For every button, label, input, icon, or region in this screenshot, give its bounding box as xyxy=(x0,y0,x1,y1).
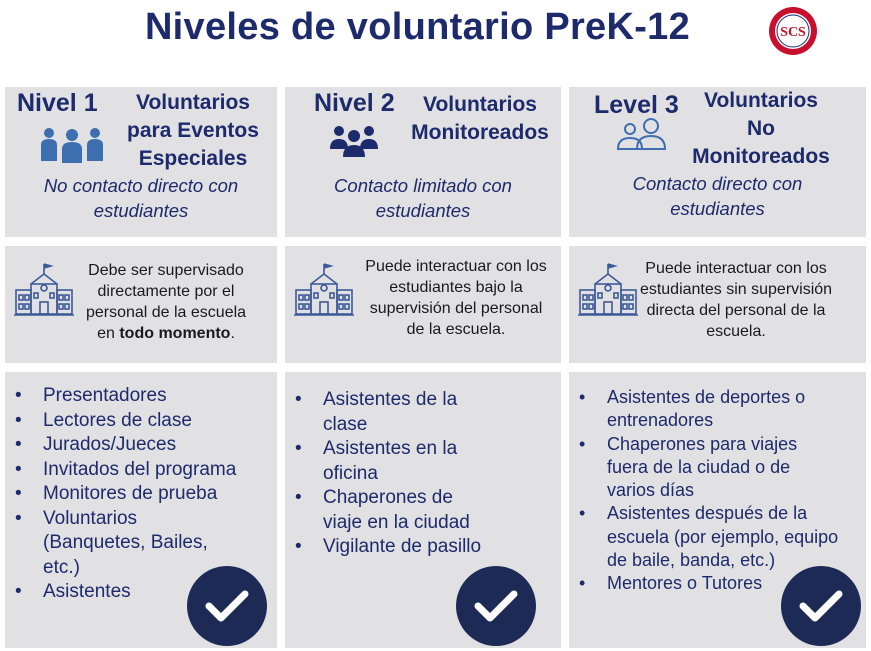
list-item: • Vigilante de pasillo xyxy=(295,535,485,560)
school-building-icon xyxy=(13,262,75,318)
checkmark-badge xyxy=(456,566,536,646)
school-building-icon xyxy=(577,262,639,318)
list-item: • Mentores o Tutores xyxy=(579,572,841,595)
level-1-header-panel xyxy=(5,87,277,237)
checkmark-icon xyxy=(474,589,518,623)
page-title: Niveles de voluntario PreK-12 xyxy=(144,6,691,48)
level-2-examples-list xyxy=(285,388,485,560)
logo-text: SCS xyxy=(780,25,806,40)
level-3-supervision-panel xyxy=(569,246,866,363)
list-item: • Monitores de prueba xyxy=(15,482,255,507)
people-icon xyxy=(329,123,379,157)
list-item: • Chaperones para viajes fuera de la ciudad o de varios días xyxy=(579,433,841,503)
level-1-label: Nivel 1 xyxy=(17,89,98,117)
level-2-contact: Contacto limitado con estudiantes xyxy=(334,175,512,221)
level-2-label: Nivel 2 xyxy=(314,89,395,117)
list-item: • Asistentes en la oficina xyxy=(295,437,485,486)
list-item: • Invitados del programa xyxy=(15,458,255,483)
scs-logo xyxy=(768,6,818,56)
level-1-supervision-panel xyxy=(5,246,277,363)
list-item: • Jurados/Jueces xyxy=(15,433,255,458)
list-item: • Asistentes de deportes o entrenadores xyxy=(579,386,841,433)
level-1-title: Voluntarios para Eventos Especiales xyxy=(127,91,259,170)
list-item: • Voluntarios (Banquetes, Bailes, etc.) xyxy=(15,507,221,581)
list-item: • Presentadores xyxy=(15,384,255,409)
school-building-icon xyxy=(293,262,355,318)
level-2-header-panel xyxy=(285,87,561,237)
level-2-description: Puede interactuar con los estudiantes bajo la supervisión del personal de la escuela. xyxy=(365,258,547,338)
list-item: • Chaperones de viaje en la ciudad xyxy=(295,486,485,535)
checkmark-badge xyxy=(187,566,267,646)
level-1-contact: No contacto directo con estudiantes xyxy=(43,175,239,221)
level-3-contact: Contacto directo con estudiantes xyxy=(632,173,803,219)
list-item: • Asistentes de la clase xyxy=(295,388,485,437)
level-3-header-panel xyxy=(569,87,866,237)
checkmark-icon xyxy=(205,589,249,623)
level-3-examples-list xyxy=(569,386,841,596)
checkmark-icon xyxy=(799,589,843,623)
level-1-examples-panel xyxy=(5,372,277,648)
level-3-title: Voluntarios No Monitoreados xyxy=(692,89,830,168)
level-3-label: Level 3 xyxy=(594,91,679,119)
list-item: • Asistentes después de la escuela (por ejemplo, equipo de baile, banda, etc.) xyxy=(579,502,841,572)
list-item: • Asistentes xyxy=(15,580,255,605)
people-group-icon xyxy=(39,125,105,163)
checkmark-badge xyxy=(781,566,861,646)
level-3-description: Puede interactuar con los estudiantes sin supervisión directa del personal de la escuela. xyxy=(639,260,833,340)
level-2-examples-panel xyxy=(285,372,561,648)
list-item: • Lectores de clase xyxy=(15,409,255,434)
level-3-examples-panel xyxy=(569,372,866,648)
level-1-description: Debe ser supervisado directamente por el personal de la escuela en todo momento. xyxy=(85,262,247,342)
level-2-title: Voluntarios Monitoreados xyxy=(411,93,549,144)
level-2-supervision-panel xyxy=(285,246,561,363)
people-outline-icon xyxy=(615,117,669,153)
